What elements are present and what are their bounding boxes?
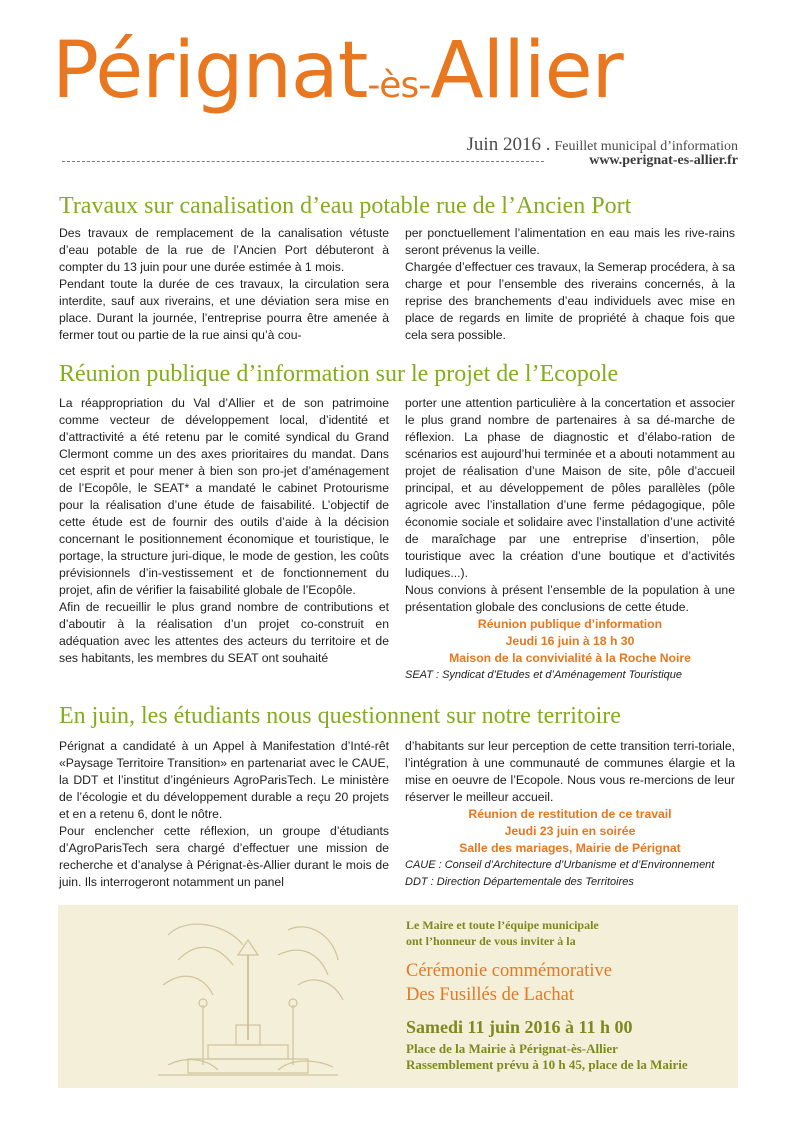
invitation-box — [58, 905, 738, 1088]
paragraph: Chargée d’effectuer ces travaux, la Semerap procédera, à sa charge et pour l’ensemble des riverains concernés, à la reprise des branchements d’eau individuels avec mise en place de regards en limite de propriété à chaque fois que cela sera possible. — [405, 260, 735, 342]
paragraph: Afin de recueillir le plus grand nombre de contributions et d’aboutir à la réalisation d’un projet co-construit en adéquation avec les attentes des acteurs du territoire et de ses habitants, les membres du SEAT ont souhaité — [59, 600, 389, 665]
section3-left-column — [59, 738, 389, 891]
paragraph: Des travaux de remplacement de la canalisation vétuste d’eau potable de la rue de l’Ancien Port débuteront à compter du 13 juin pour une durée estimée à 1 mois. — [59, 226, 389, 274]
event-date: Jeudi 23 juin en soirée — [504, 824, 636, 838]
event-title: Réunion de restitution de ce travail — [468, 807, 672, 821]
paragraph: Pendant toute la durée de ces travaux, la circulation sera interdite, sauf aux riverains, et une déviation sera mise en place. Durant la journée, l’entreprise pourra être amenée à fermer tout ou partie de la rue ainsi qu’à cou- — [59, 277, 389, 342]
header-divider — [62, 161, 544, 162]
paragraph: Nous convions à présent l’ensemble de la population à une présentation globale des conclusions de cette étude. — [405, 583, 735, 614]
section1-left-column — [59, 225, 389, 344]
monument-illustration — [148, 915, 348, 1085]
masthead-title-end: Allier — [430, 26, 623, 116]
invitation-line: ont l’honneur de vous inviter à la — [406, 934, 576, 948]
paragraph: Pour enclencher cette réflexion, un groupe d’étudiants d’AgroParisTech sera chargé d’effectuer une mission de recherche et d’analyse à Pérignat-ès-Allier durant le mois de juin. Ils interrogeront notamment un panel — [59, 824, 389, 889]
paragraph: Pérignat a candidaté à un Appel à Manifestation d’Inté-rêt «Paysage Territoire Transition» en partenariat avec le CAUE, la DDT et l’institut d’ingénieurs AgroParisTech. Le ministère de l’écologie et du développement durable a reçu 20 projets et en a retenu 6, dont le nôtre. — [59, 739, 389, 821]
section3-right-column — [405, 738, 735, 891]
invitation-text — [406, 917, 736, 1073]
section-heading-water-works: Travaux sur canalisation d’eau potable rue de l’Ancien Port — [59, 193, 632, 219]
ceremony-date: Samedi 11 juin 2016 à 11 h 00 — [406, 1017, 633, 1037]
paragraph: per ponctuellement l’alimentation en eau mais les rive-rains seront prévenus la veille. — [405, 226, 735, 257]
paragraph: porter une attention particulière à la concertation et associer le plus grand nombre de partenaires à sa dé-marche de réflexion. La phase de diagnostic et d’élabo-ration de scénarios est aujourd’hui terminée et a abouti notamment au projet de réalisation d’une Maison de site, pôle d’accueil principal, et au développement de pôles parallèles (pôle agricole avec l’installation d’une ferme pédagogique, pôle économie sociale et solidaire avec l’installation d’une activité de maraîchage par une entreprise d’insertion, pôle touristique avec la création d’une boutique et d’activités ludiques...). — [405, 396, 735, 580]
paragraph: La réappropriation du Val d’Allier et de son patrimoine comme vecteur de développement local, d’identité et d’attractivité a été retenu par le comité syndical du Grand Clermont comme un des axes prioritaires du mandat. Dans cet esprit et pour mener à bien son pro-jet d’aménagement de l’Ecopôle, le SEAT* a mandaté le cabinet Protourisme pour la réalisation d’une étude de faisabilité. L’objectif de cette étude est de fournir des outils d’aide à la décision concernant le positionnement économique et touristique, le portage, la structure juri-dique, le mode de gestion, les coûts prévisionnels d’in-vestissement et de fonctionnement du projet, afin de vérifier la faisabilité globale de l’Ecopôle. — [59, 396, 389, 597]
event-place: Maison de la convivialité à la Roche Noire — [449, 651, 691, 665]
event-title: Réunion publique d’information — [477, 617, 663, 631]
website-link[interactable]: www.perignat-es-allier.fr — [589, 153, 738, 168]
section2-left-column — [59, 395, 389, 667]
paragraph: d’habitants sur leur perception de cette transition terri-toriale, l’intégration à une communauté de communes élargie et la mise en oeuvre de l’Ecopole. Nous vous re-mercions de leur réserver le meilleur accueil. — [405, 739, 735, 804]
footnote: SEAT : Syndicat d’Etudes et d’Aménagement Touristique — [405, 669, 682, 681]
masthead-title-small: -ès- — [367, 65, 431, 106]
footnote: DDT : Direction Départementale des Territoires — [405, 876, 634, 888]
masthead-title — [52, 26, 752, 131]
ceremony-place: Place de la Mairie à Pérignat-ès-Allier — [406, 1041, 618, 1056]
section-heading-students: En juin, les étudiants nous questionnent sur notre territoire — [59, 703, 621, 729]
footnote: CAUE : Conseil d’Architecture d’Urbanisme et d’Environnement — [405, 859, 715, 871]
section1-right-column — [405, 225, 735, 344]
invitation-line: Le Maire et toute l’équipe municipale — [406, 918, 599, 932]
event-date: Jeudi 16 juin à 18 h 30 — [505, 634, 635, 648]
ceremony-subtitle: Des Fusillés de Lachat — [406, 985, 574, 1005]
gathering-info: Rassemblement prévu à 10 h 45, place de la Mairie — [406, 1057, 688, 1072]
masthead-title-main: Pérignat — [52, 26, 368, 116]
section2-right-column — [405, 395, 735, 684]
event-place: Salle des mariages, Mairie de Pérignat — [459, 841, 681, 855]
issue-date: Juin 2016 . — [466, 134, 551, 155]
ceremony-title: Cérémonie commémorative — [406, 961, 612, 981]
section-heading-ecopole: Réunion publique d’information sur le projet de l’Ecopole — [59, 361, 619, 387]
issue-description: Feuillet municipal d’information — [554, 139, 738, 154]
